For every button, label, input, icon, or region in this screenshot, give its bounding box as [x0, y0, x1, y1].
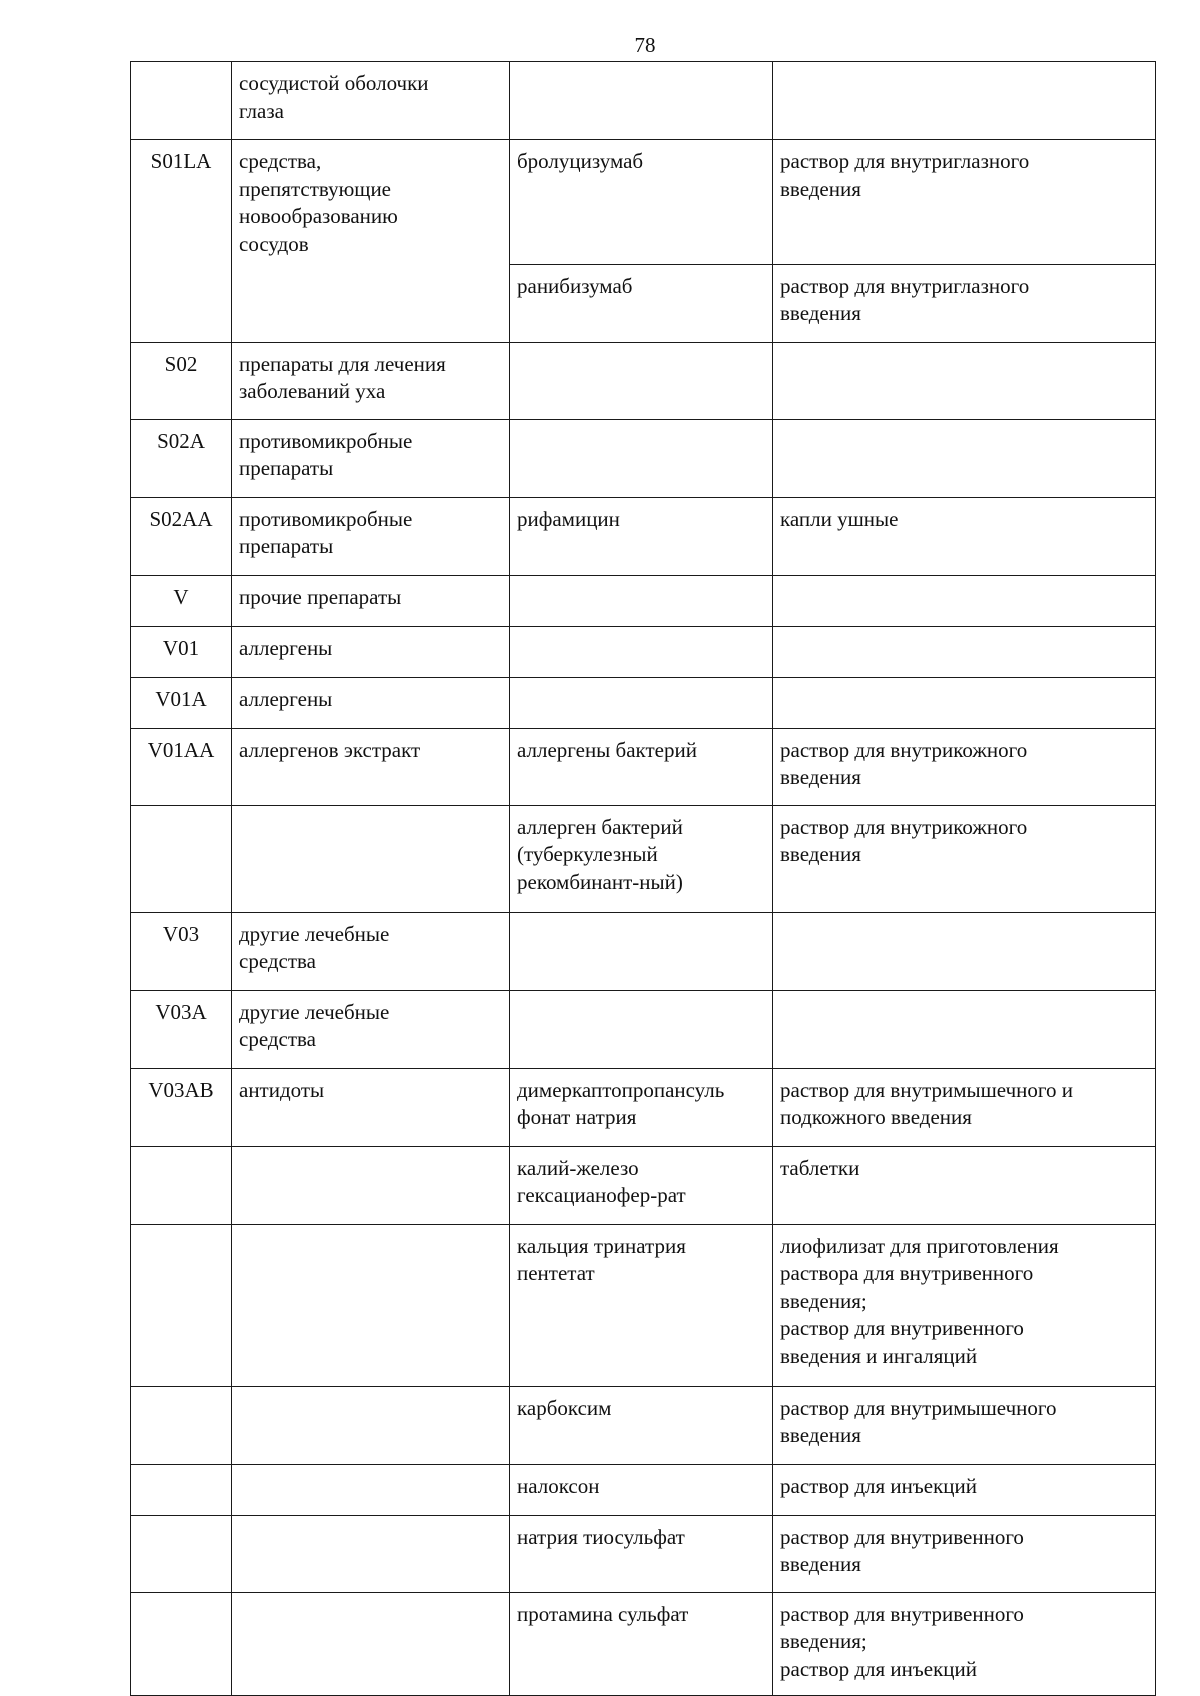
dosage-form-cell	[773, 1592, 1156, 1695]
dosage-form-cell	[773, 497, 1156, 575]
group-name-text: другие лечебные средства	[239, 999, 390, 1051]
table-row	[131, 575, 1156, 626]
drug-name-text: натрия тиосульфат	[517, 1524, 685, 1549]
group-name-text: другие лечебные средства	[239, 921, 390, 973]
dosage-form-text: раствор для инъекций	[780, 1473, 977, 1498]
group-name-cell	[232, 805, 510, 912]
table-row	[131, 990, 1156, 1068]
table-row	[131, 1224, 1156, 1386]
drug-name-cell	[510, 264, 773, 342]
table-row	[131, 626, 1156, 677]
group-name-text: противомикробные препараты	[239, 506, 413, 558]
atc-code-cell	[131, 1386, 232, 1464]
drug-name-cell	[510, 342, 773, 419]
drug-name-text: кальция тринатрия пентетат	[517, 1233, 686, 1285]
group-name-text: сосудистой оболочки глаза	[239, 71, 429, 123]
atc-code-cell	[131, 1464, 232, 1515]
table-row	[131, 912, 1156, 990]
atc-code-text: S02A	[157, 428, 205, 453]
drug-name-cell	[510, 677, 773, 728]
group-name-text: прочие препараты	[239, 584, 402, 609]
atc-code-cell	[131, 497, 232, 575]
dosage-form-text: раствор для внутриглазного введения	[780, 149, 1030, 201]
group-name-cell	[232, 1515, 510, 1592]
dosage-form-cell	[773, 1146, 1156, 1224]
atc-code-cell	[131, 1515, 232, 1592]
atc-code-text: V03A	[155, 999, 207, 1024]
atc-code-text: V01A	[155, 686, 207, 711]
drug-name-cell	[510, 990, 773, 1068]
atc-code-cell	[131, 62, 232, 140]
atc-code-cell	[131, 264, 232, 342]
atc-code-cell	[131, 140, 232, 265]
atc-code-text: V	[173, 584, 189, 609]
dosage-form-cell	[773, 805, 1156, 912]
dosage-form-cell	[773, 575, 1156, 626]
dosage-form-cell	[773, 1386, 1156, 1464]
group-name-cell	[232, 575, 510, 626]
dosage-form-text: раствор для внутрикожного введения	[780, 814, 1028, 866]
table-row	[131, 342, 1156, 419]
drug-name-text: аллерген бактерий (туберкулезный рекомбинант-ный)	[517, 814, 683, 894]
drug-name-cell	[510, 1224, 773, 1386]
atc-code-cell	[131, 626, 232, 677]
drug-name-cell	[510, 728, 773, 805]
dosage-form-text: раствор для внутривенного введения; раствор для инъекций	[780, 1601, 1024, 1681]
dosage-form-cell	[773, 419, 1156, 497]
atc-code-cell	[131, 728, 232, 805]
drug-table	[130, 61, 1156, 1696]
table-row	[131, 1146, 1156, 1224]
drug-name-cell	[510, 1068, 773, 1146]
atc-code-cell	[131, 1224, 232, 1386]
drug-name-text: калий-железо гексацианофер-рат	[517, 1155, 686, 1207]
group-name-text: средства, препятствующие новообразованию сосудов	[239, 149, 398, 256]
group-name-text: аллергены	[239, 686, 333, 711]
group-name-text: аллергенов экстракт	[239, 737, 421, 762]
table-row	[131, 497, 1156, 575]
dosage-form-text: раствор для внутривенного введения	[780, 1524, 1024, 1576]
atc-code-text: V01	[162, 635, 200, 660]
atc-code-text: V01AA	[147, 737, 215, 762]
dosage-form-cell	[773, 912, 1156, 990]
drug-name-cell	[510, 912, 773, 990]
group-name-cell	[232, 140, 510, 265]
drug-name-text: протамина сульфат	[517, 1601, 689, 1626]
drug-name-text: налоксон	[517, 1473, 600, 1498]
table-row	[131, 677, 1156, 728]
atc-code-text: S02AA	[149, 506, 213, 531]
drug-name-text: ранибизумаб	[517, 273, 633, 298]
drug-name-cell	[510, 419, 773, 497]
table-row	[131, 419, 1156, 497]
group-name-cell	[232, 1146, 510, 1224]
drug-name-cell	[510, 1515, 773, 1592]
atc-code-cell	[131, 677, 232, 728]
drug-name-text: бролуцизумаб	[517, 149, 644, 173]
drug-name-cell	[510, 1386, 773, 1464]
table-row	[131, 728, 1156, 805]
drug-name-cell	[510, 497, 773, 575]
table-row	[131, 1464, 1156, 1515]
table-row	[131, 805, 1156, 912]
group-name-cell	[232, 677, 510, 728]
atc-code-cell	[131, 1592, 232, 1695]
table-row	[131, 1515, 1156, 1592]
drug-name-text: карбоксим	[517, 1395, 612, 1420]
group-name-cell	[232, 912, 510, 990]
group-name-text: противомикробные препараты	[239, 428, 413, 480]
group-name-cell	[232, 419, 510, 497]
atc-code-cell	[131, 805, 232, 912]
group-name-cell	[232, 728, 510, 805]
drug-name-text: аллергены бактерий	[517, 737, 697, 762]
dosage-form-cell	[773, 728, 1156, 805]
table-row	[131, 1386, 1156, 1464]
group-name-cell	[232, 626, 510, 677]
dosage-form-text: лиофилизат для приготовления раствора для внутривенного введения; раствор для внутривенного введения и ингаляций	[780, 1233, 1059, 1368]
table-row	[131, 1068, 1156, 1146]
group-name-cell	[232, 990, 510, 1068]
group-name-text: препараты для лечения заболеваний уха	[239, 351, 446, 403]
dosage-form-text: раствор для внутрикожного введения	[780, 737, 1028, 789]
dosage-form-text: раствор для внутримышечного введения	[780, 1395, 1057, 1447]
table-row	[131, 264, 1156, 342]
page-number: 78	[634, 33, 656, 57]
atc-code-cell	[131, 912, 232, 990]
drug-name-cell	[510, 805, 773, 912]
table-row	[131, 140, 1156, 265]
drug-name-cell	[510, 1592, 773, 1695]
group-name-cell	[232, 1592, 510, 1695]
atc-code-text: S02	[164, 351, 198, 376]
table-row	[131, 1592, 1156, 1695]
dosage-form-cell	[773, 62, 1156, 140]
group-name-cell	[232, 62, 510, 140]
atc-code-cell	[131, 1068, 232, 1146]
atc-code-cell	[131, 419, 232, 497]
dosage-form-cell	[773, 1464, 1156, 1515]
atc-code-text: V03	[162, 921, 200, 946]
drug-name-cell	[510, 1464, 773, 1515]
group-name-cell	[232, 342, 510, 419]
drug-name-cell	[510, 575, 773, 626]
dosage-form-text: таблетки	[780, 1155, 860, 1180]
drug-table-body	[131, 62, 1156, 1696]
drug-name-cell	[510, 62, 773, 140]
dosage-form-cell	[773, 1224, 1156, 1386]
drug-name-text: димеркаптопропансуль фонат натрия	[517, 1077, 725, 1129]
dosage-form-text: раствор для внутримышечного и подкожного введения	[780, 1077, 1073, 1129]
group-name-cell	[232, 1224, 510, 1386]
atc-code-text: S01LA	[150, 149, 212, 173]
group-name-text: антидоты	[239, 1077, 325, 1102]
dosage-form-cell	[773, 342, 1156, 419]
dosage-form-text: капли ушные	[780, 506, 899, 531]
drug-name-cell	[510, 1146, 773, 1224]
group-name-cell	[232, 1464, 510, 1515]
dosage-form-cell	[773, 140, 1156, 265]
dosage-form-text: раствор для внутриглазного введения	[780, 273, 1030, 325]
dosage-form-cell	[773, 264, 1156, 342]
atc-code-cell	[131, 575, 232, 626]
dosage-form-cell	[773, 990, 1156, 1068]
group-name-cell	[232, 264, 510, 342]
atc-code-cell	[131, 342, 232, 419]
atc-code-text: V03AB	[148, 1077, 214, 1102]
dosage-form-cell	[773, 1515, 1156, 1592]
group-name-text: аллергены	[239, 635, 333, 660]
atc-code-cell	[131, 1146, 232, 1224]
dosage-form-cell	[773, 677, 1156, 728]
drug-name-text: рифамицин	[517, 506, 620, 531]
atc-code-cell	[131, 990, 232, 1068]
group-name-cell	[232, 1386, 510, 1464]
table-row	[131, 62, 1156, 140]
dosage-form-cell	[773, 1068, 1156, 1146]
group-name-cell	[232, 497, 510, 575]
drug-name-cell	[510, 140, 773, 265]
dosage-form-cell	[773, 626, 1156, 677]
group-name-cell	[232, 1068, 510, 1146]
drug-name-cell	[510, 626, 773, 677]
